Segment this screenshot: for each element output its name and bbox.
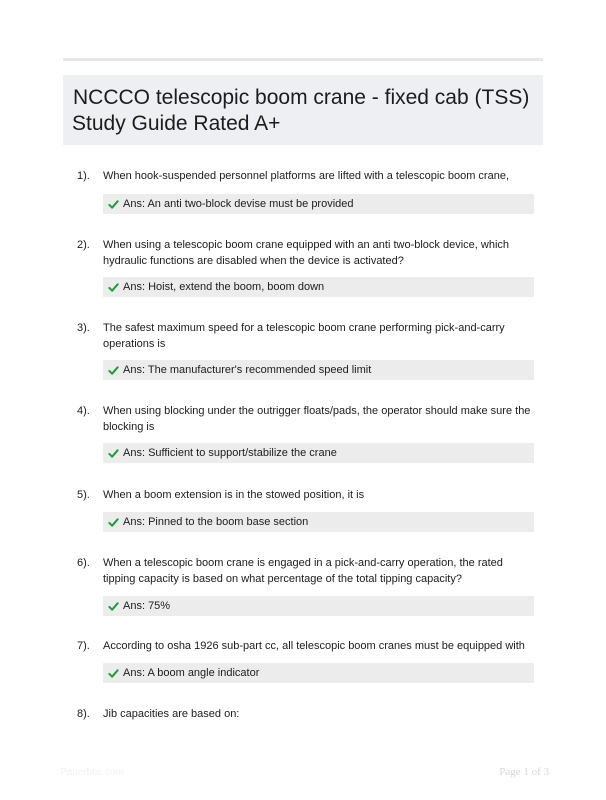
answer-text: Ans: Pinned to the boom base section bbox=[123, 516, 309, 528]
answer-text: Ans: A boom angle indicator bbox=[123, 667, 260, 679]
page-number: Page 1 of 3 bbox=[499, 766, 549, 778]
question-number: 5). bbox=[77, 489, 90, 501]
checkmark-icon bbox=[108, 199, 119, 210]
footer-watermark: Paperbtic.com bbox=[60, 767, 124, 778]
question-text: When hook-suspended personnel platforms are lifted with a telescopic boom crane, bbox=[103, 170, 510, 182]
answer-box bbox=[103, 663, 534, 683]
question-number: 8). bbox=[77, 708, 90, 720]
question-number: 1). bbox=[77, 170, 90, 182]
checkmark-icon bbox=[108, 365, 119, 376]
question-number: 7). bbox=[77, 640, 90, 652]
checkmark-icon bbox=[108, 601, 119, 612]
checkmark-icon bbox=[108, 282, 119, 293]
answer-text: Ans: An anti two-block devise must be provided bbox=[123, 198, 354, 210]
question-text: When using a telescopic boom crane equipped with an anti two-block device, which hydraulic functions are disabled when the device is activated? bbox=[103, 239, 510, 267]
answer-box bbox=[103, 360, 534, 380]
question-number: 4). bbox=[77, 405, 90, 417]
answer-text: Ans: 75% bbox=[123, 600, 171, 612]
question-text: When a telescopic boom crane is engaged in a pick-and-carry operation, the rated tipping capacity is based on what percentage of the total tipping capacity? bbox=[103, 557, 503, 585]
answer-box bbox=[103, 277, 534, 297]
question-text: When a boom extension is in the stowed position, it is bbox=[103, 489, 365, 501]
top-divider bbox=[63, 58, 543, 61]
question-text: The safest maximum speed for a telescopic boom crane performing pick-and-carry operations is bbox=[103, 322, 505, 350]
answer-text: Ans: The manufacturer's recommended speed limit bbox=[123, 364, 372, 376]
question-number: 2). bbox=[77, 239, 90, 251]
question-text: Jib capacities are based on: bbox=[103, 708, 240, 720]
checkmark-icon bbox=[108, 448, 119, 459]
answer-text: Ans: Sufficient to support/stabilize the crane bbox=[123, 447, 337, 459]
answer-box bbox=[103, 194, 534, 214]
document-title-line-2: Study Guide Rated A+ bbox=[72, 112, 281, 135]
title-box bbox=[63, 75, 543, 145]
question-number: 3). bbox=[77, 322, 90, 334]
answer-box bbox=[103, 443, 534, 463]
question-text: When using blocking under the outrigger floats/pads, the operator should make sure the blocking is bbox=[103, 405, 531, 433]
question-text: According to osha 1926 sub-part cc, all telescopic boom cranes must be equipped with bbox=[103, 640, 525, 652]
answer-text: Ans: Hoist, extend the boom, boom down bbox=[123, 281, 325, 293]
checkmark-icon bbox=[108, 668, 119, 679]
question-number: 6). bbox=[77, 557, 90, 569]
answer-box bbox=[103, 596, 534, 616]
answer-box bbox=[103, 512, 534, 532]
document-title-line-1: NCCCO telescopic boom crane - fixed cab (TSS) bbox=[73, 86, 530, 109]
checkmark-icon bbox=[108, 517, 119, 528]
